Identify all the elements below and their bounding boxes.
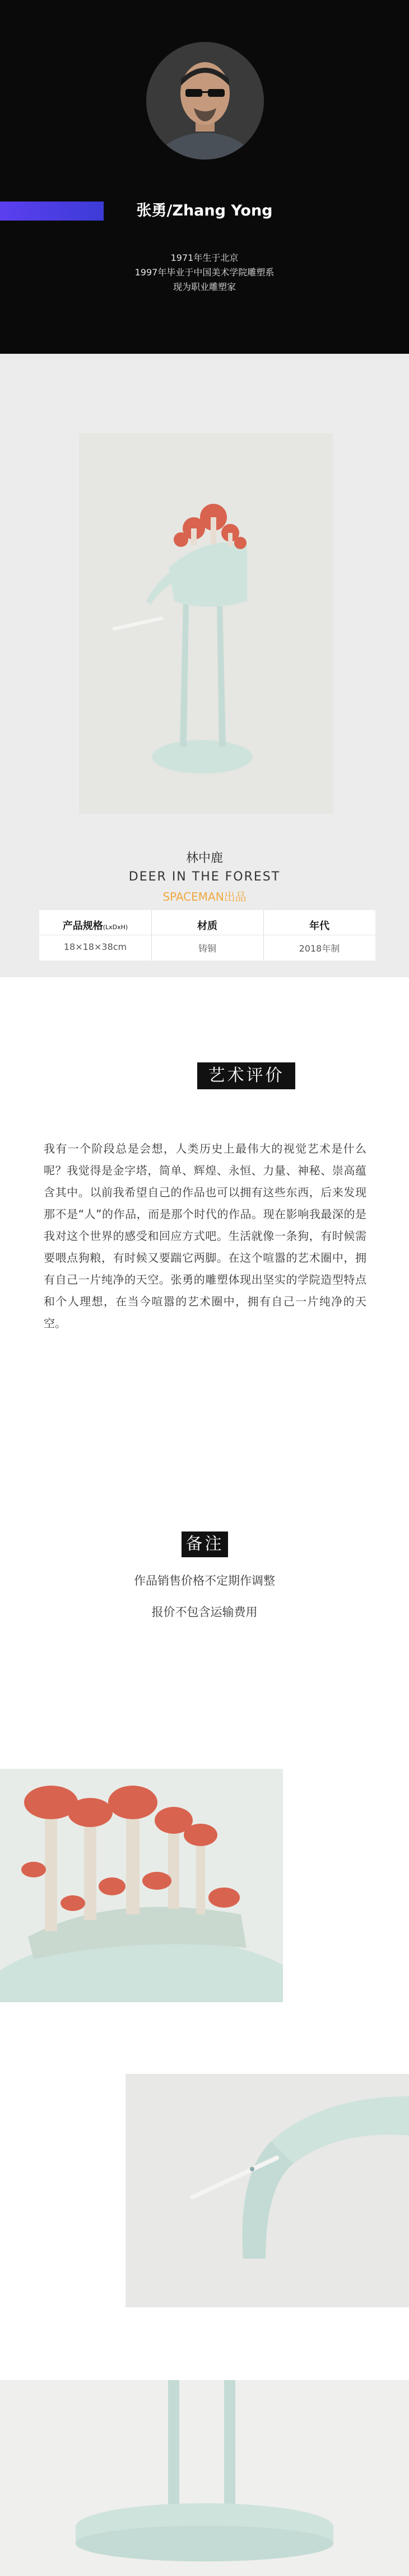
spec-size-header [39, 918, 151, 933]
spec-table [39, 910, 375, 961]
spec-material-value: 铸铜 [198, 943, 216, 954]
deer-legs-detail-photo [0, 2380, 409, 2576]
artwork-title-en: DEER IN THE FOREST [128, 870, 281, 884]
spec-size-value: 18×18×38cm [63, 942, 127, 952]
notes-heading: 备注 [182, 1531, 228, 1557]
bio-line: 1971年生于北京 [170, 252, 239, 263]
review-heading: 艺术评价 [197, 1062, 295, 1089]
brand-label: SPACEMAN出品 [162, 890, 247, 903]
spec-size-label: 产品规格 [62, 920, 103, 932]
artwork-photo [79, 433, 333, 814]
artist-name: 张勇/Zhang Yong [136, 202, 273, 219]
spec-year-value: 2018年制 [299, 943, 340, 954]
mushroom-detail-photo [0, 1769, 283, 2002]
bio-line: 现为职业雕塑家 [173, 282, 236, 292]
artist-avatar [146, 42, 264, 160]
spec-material-header: 材质 [197, 920, 217, 932]
spec-size-unit: (LxDxH) [103, 924, 128, 931]
review-text: 我有一个阶段总是会想，人类历史上最伟大的视觉艺术是什么呢？我觉得是金字塔，简单、辉煌、永恒、力量、神秘、崇高蕴含其中。以前我希望自己的作品也可以拥有这些东西，后来发现那不是“人”的作品，而是那个时代的作品。现在影响我最深的是我对这个世界的感受和回应方式吧。生活就像一条狗，有时候需要喂点狗粮，有时候又要踹它两脚。在这个喧嚣的艺术圈中，拥有自己一片纯净的天空。张勇的雕塑体现出坚实的学院造型特点和个人理想，在当今喧嚣的艺术圈中，拥有自己一片纯净的天空。 [44, 1142, 366, 1330]
note-line: 作品销售价格不定期作调整 [134, 1574, 275, 1587]
note-line: 报价不包含运输费用 [151, 1605, 258, 1619]
artwork-title-cn: 林中鹿 [185, 851, 223, 865]
bio-line: 1997年毕业于中国美术学院雕塑系 [134, 267, 275, 278]
spec-year-header: 年代 [309, 920, 329, 932]
deer-head-detail-photo [126, 2074, 409, 2307]
